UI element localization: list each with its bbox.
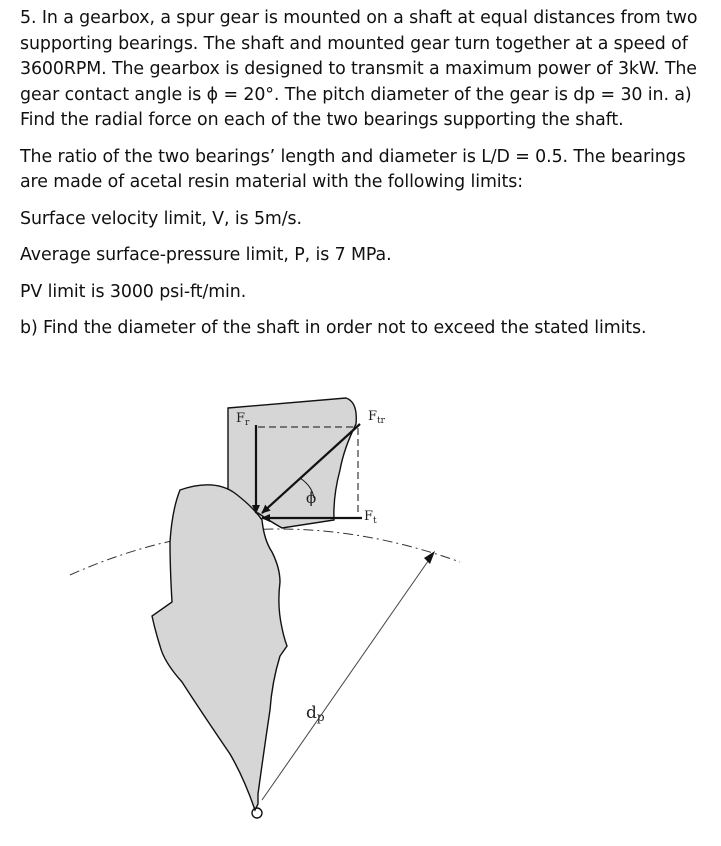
part-b-question: b) Find the diameter of the shaft in order not to exceed the stated limits. xyxy=(20,318,647,338)
gear-tooth xyxy=(152,485,287,810)
gear-center-point xyxy=(252,808,262,818)
angle-label: ϕ xyxy=(306,489,317,507)
resultant-force-label: $F_{tr}$ xyxy=(368,409,385,426)
pitch-diameter-label: dp xyxy=(306,703,325,724)
bearing-ratio-statement: The ratio of the two bearings’ length and diameter is L/D = 0.5. The bearings are made of acetal resin material with the following limits: xyxy=(20,146,686,192)
problem-statement: 5. In a gearbox, a spur gear is mounted on a shaft at equal distances from two supporting bearings. The shaft and mounted gear turn together at a speed of 3600RPM. The gearbox is designed to transmit a maximum power of 3kW. The gear contact angle is ϕ = 20°. The pitch diameter of the gear is dp = 30 in. a) Find the radial force on each of the two bearings supporting the shaft. xyxy=(20,8,698,130)
pitch-diameter-arrowhead xyxy=(424,551,435,564)
pv-limit: PV limit is 3000 psi-ft/min. xyxy=(20,281,247,302)
pressure-limit: Average surface-pressure limit, P, is 7 MPa. xyxy=(20,245,392,265)
radial-force-label: $F_r$ xyxy=(236,411,250,428)
problem-text xyxy=(20,6,715,353)
gear-diagram-svg xyxy=(0,370,721,846)
tangential-force-label: $F_t$ xyxy=(364,509,377,526)
velocity-limit: Surface velocity limit, V, is 5m/s. xyxy=(20,208,302,229)
pitch-diameter-line xyxy=(262,554,433,800)
gear-force-diagram xyxy=(0,370,721,846)
